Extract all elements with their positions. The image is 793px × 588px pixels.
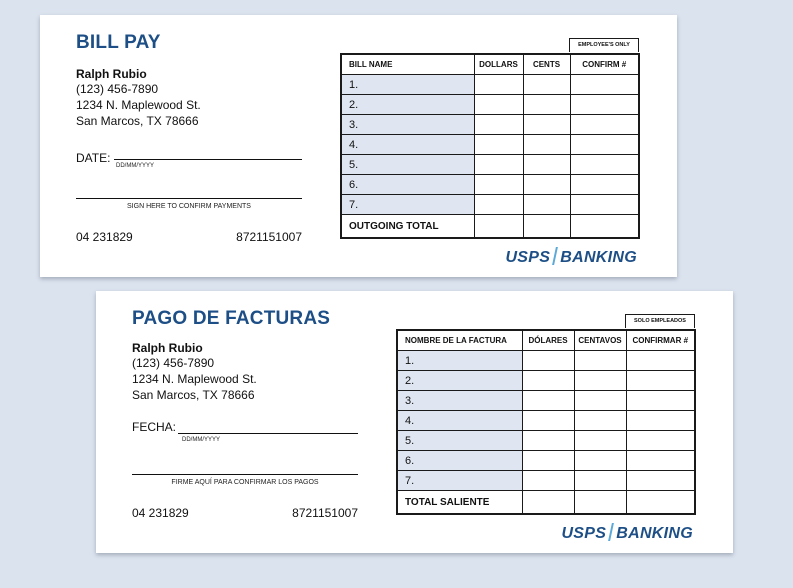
total-dollars-cell[interactable] (522, 491, 574, 515)
table-row (341, 195, 639, 215)
table-row (397, 351, 695, 371)
table-row (341, 75, 639, 95)
signature-caption: SIGN HERE TO CONFIRM PAYMENTS (127, 203, 251, 210)
bill-table (396, 329, 696, 515)
bill-name-cell[interactable]: 7. (341, 195, 474, 215)
routing-number: 04 231829 (76, 230, 133, 244)
bill-name-cell[interactable]: 5. (341, 155, 474, 175)
cents-cell[interactable] (574, 411, 626, 431)
logo-divider (608, 523, 614, 541)
logo-usps-text: USPS (505, 249, 551, 266)
cents-cell[interactable] (574, 371, 626, 391)
total-confirm-cell[interactable] (570, 215, 639, 239)
column-header-confirm: CONFIRMAR # (626, 330, 695, 351)
cents-cell[interactable] (574, 431, 626, 451)
column-header-dollars: DOLLARS (474, 54, 523, 75)
table-row (341, 155, 639, 175)
usps-banking-logo (505, 247, 637, 267)
customer-street: 1234 N. Maplewood St. (132, 372, 257, 386)
bill-name-cell[interactable]: 3. (397, 391, 522, 411)
dollars-cell[interactable] (474, 95, 523, 115)
slip-title: PAGO DE FACTURAS (132, 308, 331, 329)
bill-name-cell[interactable]: 1. (341, 75, 474, 95)
cents-cell[interactable] (523, 195, 570, 215)
date-format-hint: DD/MM/YYYY (116, 163, 155, 169)
dollars-cell[interactable] (522, 451, 574, 471)
table-row (341, 175, 639, 195)
confirm-cell[interactable] (570, 75, 639, 95)
confirm-cell[interactable] (570, 135, 639, 155)
dollars-cell[interactable] (474, 115, 523, 135)
dollars-cell[interactable] (522, 411, 574, 431)
cents-cell[interactable] (523, 115, 570, 135)
date-label: DATE: (76, 151, 111, 165)
logo-banking-text: BANKING (616, 525, 693, 542)
dollars-cell[interactable] (474, 175, 523, 195)
date-label: FECHA: (132, 420, 177, 434)
dollars-cell[interactable] (474, 155, 523, 175)
bill-name-cell[interactable]: 4. (397, 411, 522, 431)
date-field[interactable] (114, 159, 302, 160)
logo-usps-text: USPS (561, 525, 607, 542)
cents-cell[interactable] (574, 471, 626, 491)
confirm-cell[interactable] (570, 95, 639, 115)
cents-cell[interactable] (523, 75, 570, 95)
table-row (397, 471, 695, 491)
account-number: 8721151007 (292, 506, 358, 520)
total-confirm-cell[interactable] (626, 491, 695, 515)
table-row (341, 115, 639, 135)
table-row (341, 135, 639, 155)
signature-field[interactable] (76, 198, 302, 199)
logo-divider (552, 247, 558, 265)
account-number: 8721151007 (236, 230, 302, 244)
customer-street: 1234 N. Maplewood St. (76, 98, 201, 112)
bill-name-cell[interactable]: 3. (341, 115, 474, 135)
confirm-cell[interactable] (626, 471, 695, 491)
column-header-cents: CENTS (523, 54, 570, 75)
cents-cell[interactable] (574, 451, 626, 471)
dollars-cell[interactable] (474, 135, 523, 155)
customer-phone: (123) 456-7890 (76, 82, 159, 96)
bill-name-cell[interactable]: 2. (341, 95, 474, 115)
usps-banking-logo (561, 523, 693, 543)
dollars-cell[interactable] (522, 391, 574, 411)
column-header-cents: CENTAVOS (574, 330, 626, 351)
dollars-cell[interactable] (474, 195, 523, 215)
total-row (397, 491, 695, 515)
routing-number: 04 231829 (132, 506, 189, 520)
confirm-cell[interactable] (626, 351, 695, 371)
cents-cell[interactable] (523, 155, 570, 175)
dollars-cell[interactable] (522, 371, 574, 391)
dollars-cell[interactable] (522, 431, 574, 451)
bill-name-cell[interactable]: 7. (397, 471, 522, 491)
logo-banking-text: BANKING (560, 249, 637, 266)
customer-name: Ralph Rubio (132, 341, 203, 355)
bill-name-cell[interactable]: 4. (341, 135, 474, 155)
table-row (397, 411, 695, 431)
dollars-cell[interactable] (522, 471, 574, 491)
customer-name: Ralph Rubio (76, 67, 147, 81)
total-label: TOTAL SALIENTE (397, 491, 522, 515)
confirm-cell[interactable] (570, 115, 639, 135)
bill-name-cell[interactable]: 6. (341, 175, 474, 195)
confirm-cell[interactable] (626, 371, 695, 391)
column-header-dollars: DÓLARES (522, 330, 574, 351)
slip-title: BILL PAY (76, 32, 161, 53)
bill-name-cell[interactable]: 5. (397, 431, 522, 451)
bill-table (340, 53, 640, 239)
cents-cell[interactable] (523, 95, 570, 115)
bill-pay-slip-spanish (96, 291, 733, 553)
table-row (397, 391, 695, 411)
bill-name-cell[interactable]: 6. (397, 451, 522, 471)
confirm-cell[interactable] (626, 391, 695, 411)
total-cents-cell[interactable] (523, 215, 570, 239)
column-header-bill-name: BILL NAME (341, 54, 474, 75)
confirm-cell[interactable] (626, 431, 695, 451)
confirm-cell[interactable] (570, 155, 639, 175)
total-cents-cell[interactable] (574, 491, 626, 515)
table-row (397, 431, 695, 451)
table-row (397, 451, 695, 471)
cents-cell[interactable] (574, 391, 626, 411)
customer-city: San Marcos, TX 78666 (76, 114, 199, 128)
column-header-confirm: CONFIRM # (570, 54, 639, 75)
confirm-cell[interactable] (570, 195, 639, 215)
employee-only-header: SOLO EMPLEADOS (625, 314, 695, 328)
total-label: OUTGOING TOTAL (341, 215, 474, 239)
date-format-hint: DD/MM/YYYY (182, 437, 221, 443)
column-header-bill-name: NOMBRE DE LA FACTURA (397, 330, 522, 351)
confirm-cell[interactable] (626, 451, 695, 471)
table-row (341, 95, 639, 115)
bill-pay-slip-english (40, 15, 677, 277)
dollars-cell[interactable] (474, 75, 523, 95)
confirm-cell[interactable] (626, 411, 695, 431)
cents-cell[interactable] (523, 135, 570, 155)
confirm-cell[interactable] (570, 175, 639, 195)
signature-caption: FIRME AQUÍ PARA CONFIRMAR LOS PAGOS (171, 479, 319, 486)
table-row (397, 371, 695, 391)
dollars-cell[interactable] (522, 351, 574, 371)
cents-cell[interactable] (523, 175, 570, 195)
customer-phone: (123) 456-7890 (132, 356, 215, 370)
total-dollars-cell[interactable] (474, 215, 523, 239)
bill-name-cell[interactable]: 1. (397, 351, 522, 371)
cents-cell[interactable] (574, 351, 626, 371)
date-field[interactable] (178, 433, 358, 434)
signature-field[interactable] (132, 474, 358, 475)
total-row (341, 215, 639, 239)
employee-only-header: EMPLOYEE'S ONLY (569, 38, 639, 52)
bill-name-cell[interactable]: 2. (397, 371, 522, 391)
customer-city: San Marcos, TX 78666 (132, 388, 255, 402)
